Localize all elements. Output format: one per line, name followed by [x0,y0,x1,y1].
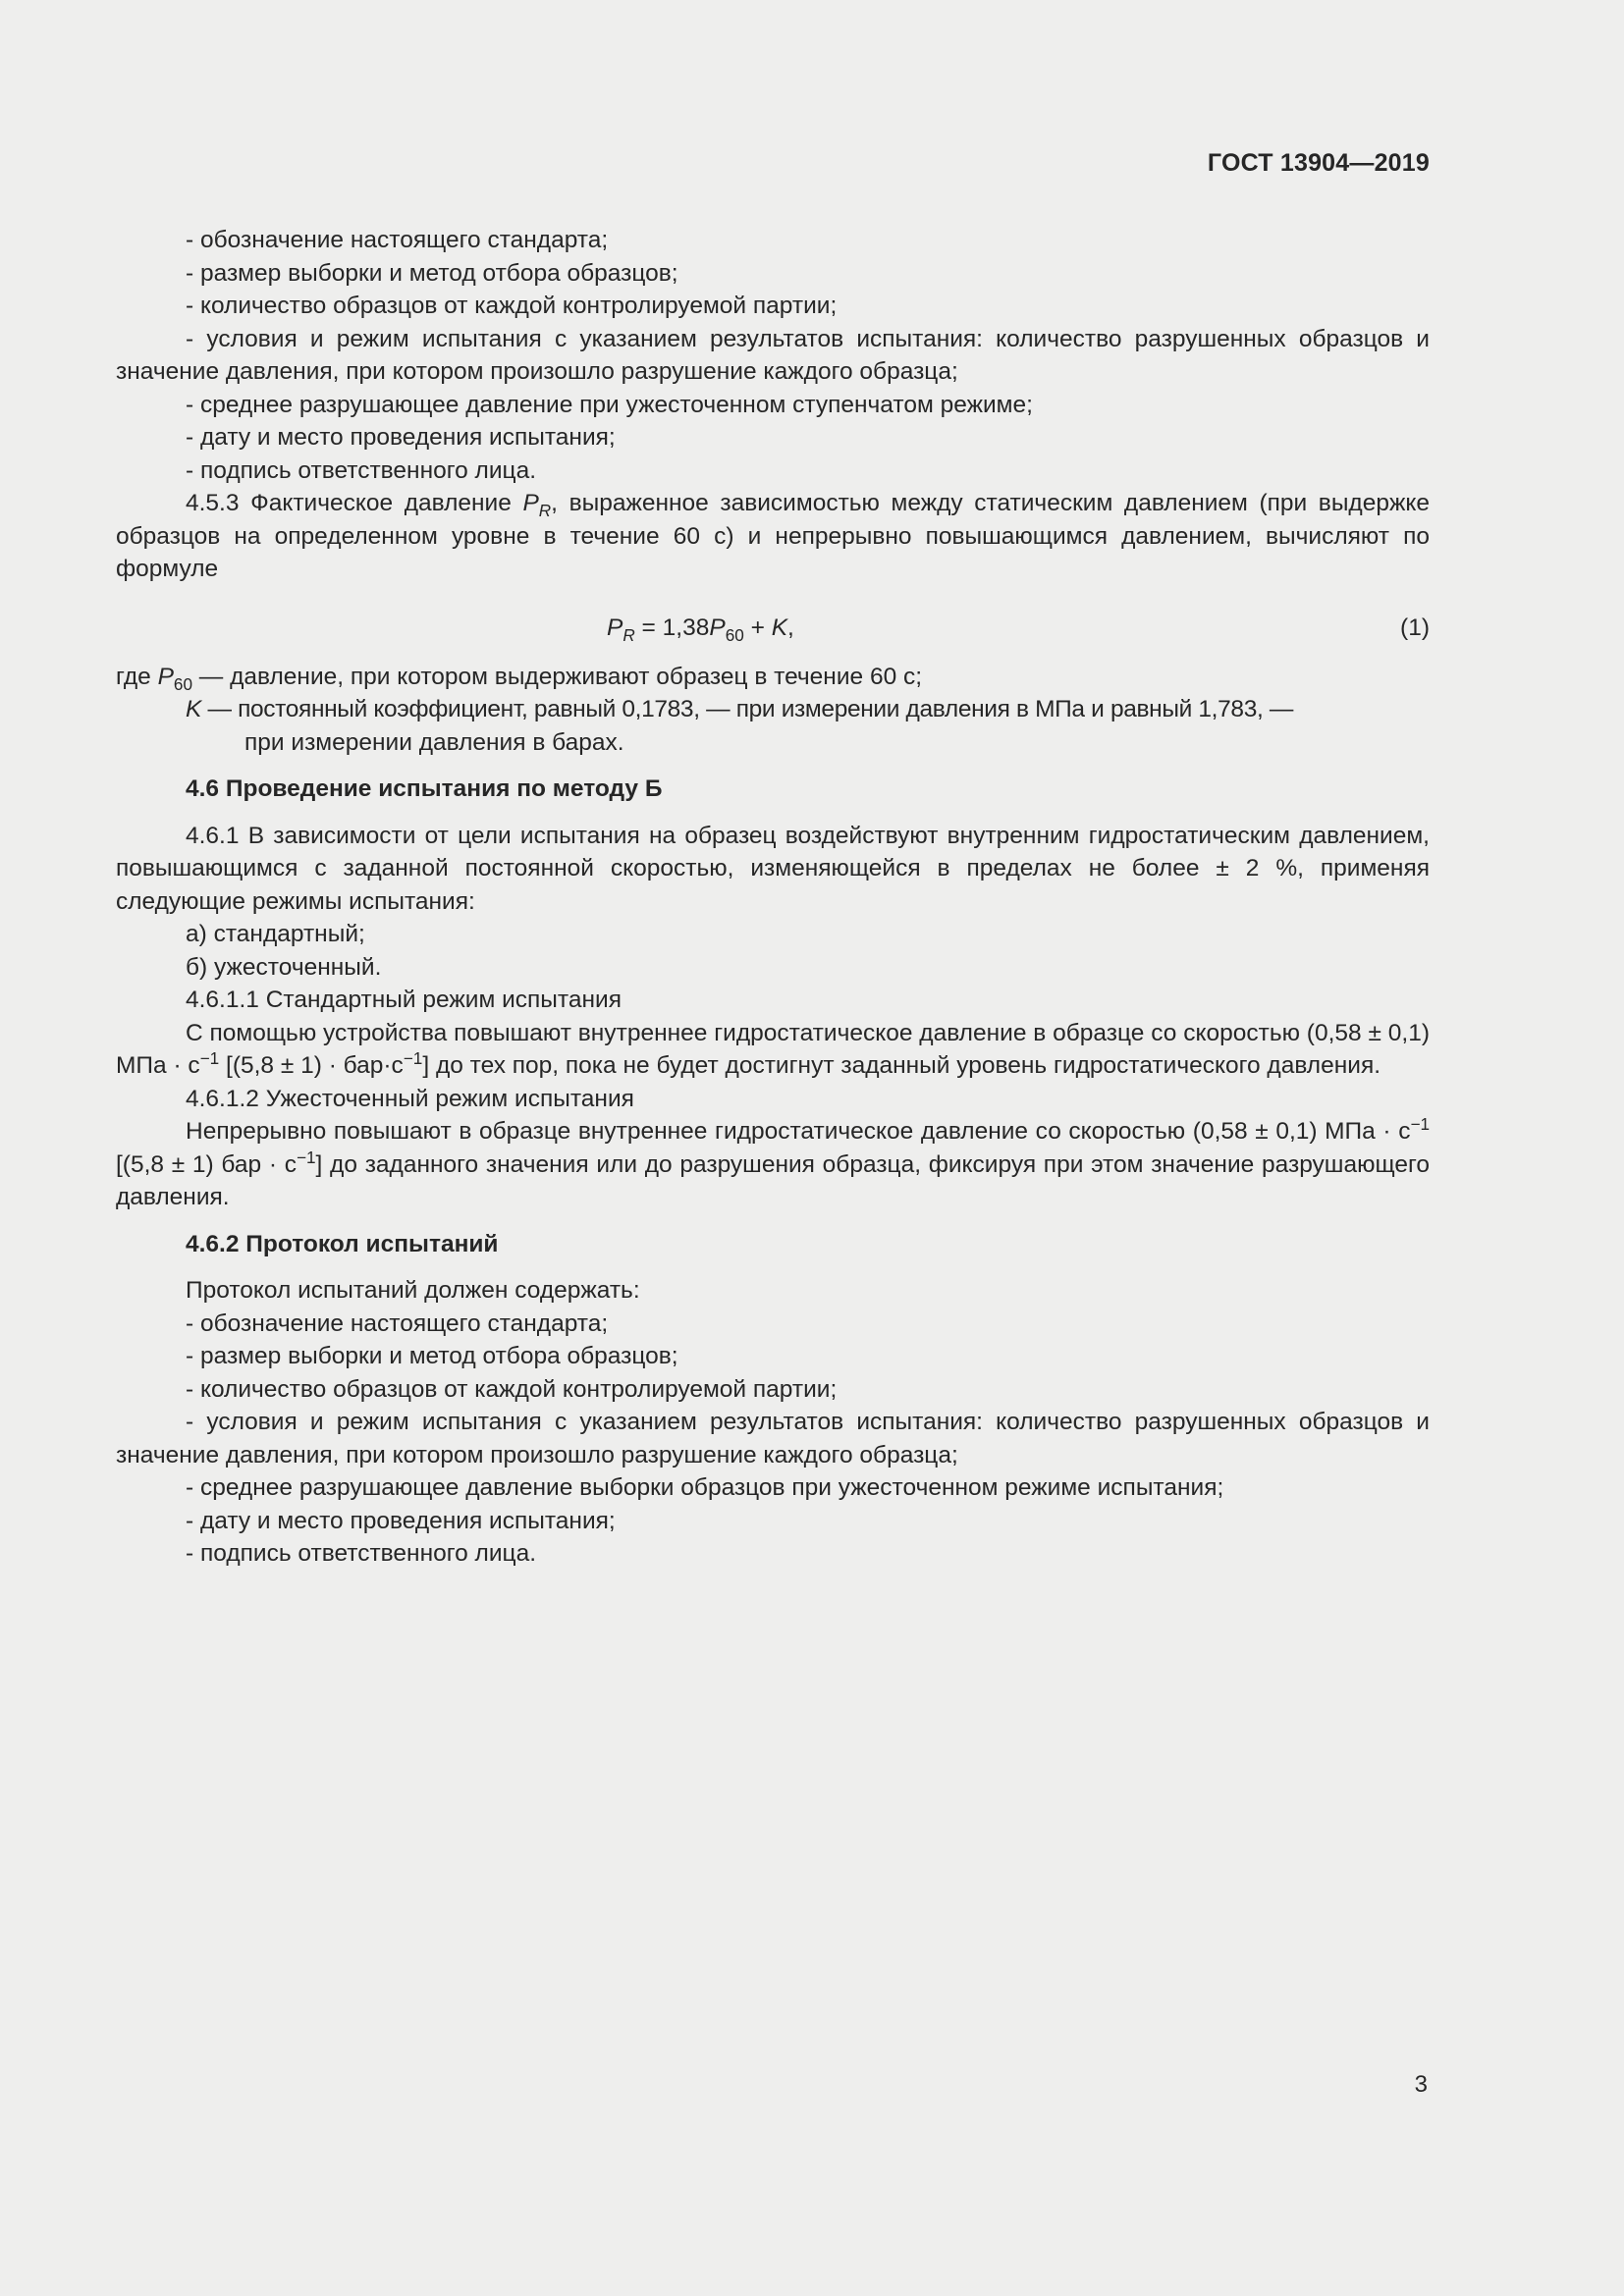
mode-item: а) стандартный; [186,921,365,947]
list-item: - количество образцов от каждой контролируемой партии; [186,293,838,319]
list-item: - размер выборки и метод отбора образцов; [186,1343,678,1369]
clause-4-6-1-2: Непрерывно повышают в образце внутреннее гидростатическое давление со скоростью (0,58 ± 0,1) МПа · $с^{-1}$ [(5,8 ± 1) бар · $с^{-1}$] до заданного значения или до разрушения образца, фиксируя при этом значение разрушающего давления. [116,1113,1430,1210]
list-item: - среднее разрушающее давление выборки образцов при ужесточенном режиме испытания; [186,1474,1224,1501]
page-content [116,224,1430,1571]
where-p60: где $P_{60}$ — давление, при котором выдерживают образец в течение 60 с; [116,663,923,694]
standard-code: ГОСТ 13904—2019 [1207,149,1430,177]
list-item: - среднее разрушающее давление при ужесточенном ступенчатом режиме; [186,391,1033,418]
list-item: - обозначение настоящего стандарта; [186,227,609,253]
protocol-intro: Протокол испытаний должен содержать: [186,1277,640,1304]
list-item: - дату и место проведения испытания; [186,424,616,451]
subclause-heading-4-6-1-1: 4.6.1.1 Стандартный режим испытания [186,987,622,1013]
list-item: - подпись ответственного лица. [186,456,536,484]
report-contents-list-1 [116,224,1430,487]
clause-4-5-3: 4.5.3 Фактическое давление $P_R$, выраженное зависимостью между статическим давлением (при выдержке образцов на определенном уровне в течение 60 с) и непрерывно повышающимся давлением, вычисляют по формуле [116,490,1430,582]
where-k: K — постоянный коэффициент, равный 0,1783, — при измерении давления в МПа и равный 1,783, — при измерении давления в барах. [186,696,1294,756]
subclause-heading-4-6-1-2: 4.6.1.2 Ужесточенный режим испытания [186,1085,634,1112]
list-item: - размер выборки и метод отбора образцов; [186,259,678,287]
page-number: 3 [1414,2071,1428,2098]
list-item: - обозначение настоящего стандарта; [186,1309,609,1337]
mode-item: б) ужесточенный. [186,953,382,981]
clause-4-6-1: 4.6.1 В зависимости от цели испытания на образец воздействуют внутренним гидростатическим давлением, повышающимся с заданной постоянной скоростью, изменяющейся в пределах не более ± 2 %, применяя следующие режимы испытания: [116,822,1430,915]
formula-number: (1) [1400,614,1430,641]
formula-1 [116,608,1430,651]
list-item: - дату и место проведения испытания; [186,1507,616,1534]
section-heading-4-6-2: 4.6.2 Протокол испытаний [186,1230,499,1257]
list-item: - подпись ответственного лица. [186,1540,536,1567]
list-item: - количество образцов от каждой контролируемой партии; [186,1375,838,1403]
section-heading-4-6: 4.6 Проведение испытания по методу Б [186,775,663,802]
formula-expression: $P_R = 1,38P_{60} + K$, [607,614,794,645]
list-item: - условия и режим испытания с указанием результатов испытания: количество разрушенных образцов и значение давления, при котором произошло разрушение каждого образца; [116,1409,1430,1468]
clause-4-6-1-1: С помощью устройства повышают внутреннее гидростатическое давление в образце со скоростью (0,58 ± 0,1) МПа · $с^{-1}$ $[(5,8 \pm 1) \cdot бар\cdot с^{-1}]$ до тех пор, пока не будет достигнут заданный уровень гидростатического давления. [116,1019,1430,1079]
symbol-p: P [522,490,539,516]
report-contents-list-2 [116,1308,1430,1571]
list-item: - условия и режим испытания с указанием результатов испытания: количество разрушенных образцов и значение давления, при котором произошло разрушение каждого образца; [116,325,1430,385]
